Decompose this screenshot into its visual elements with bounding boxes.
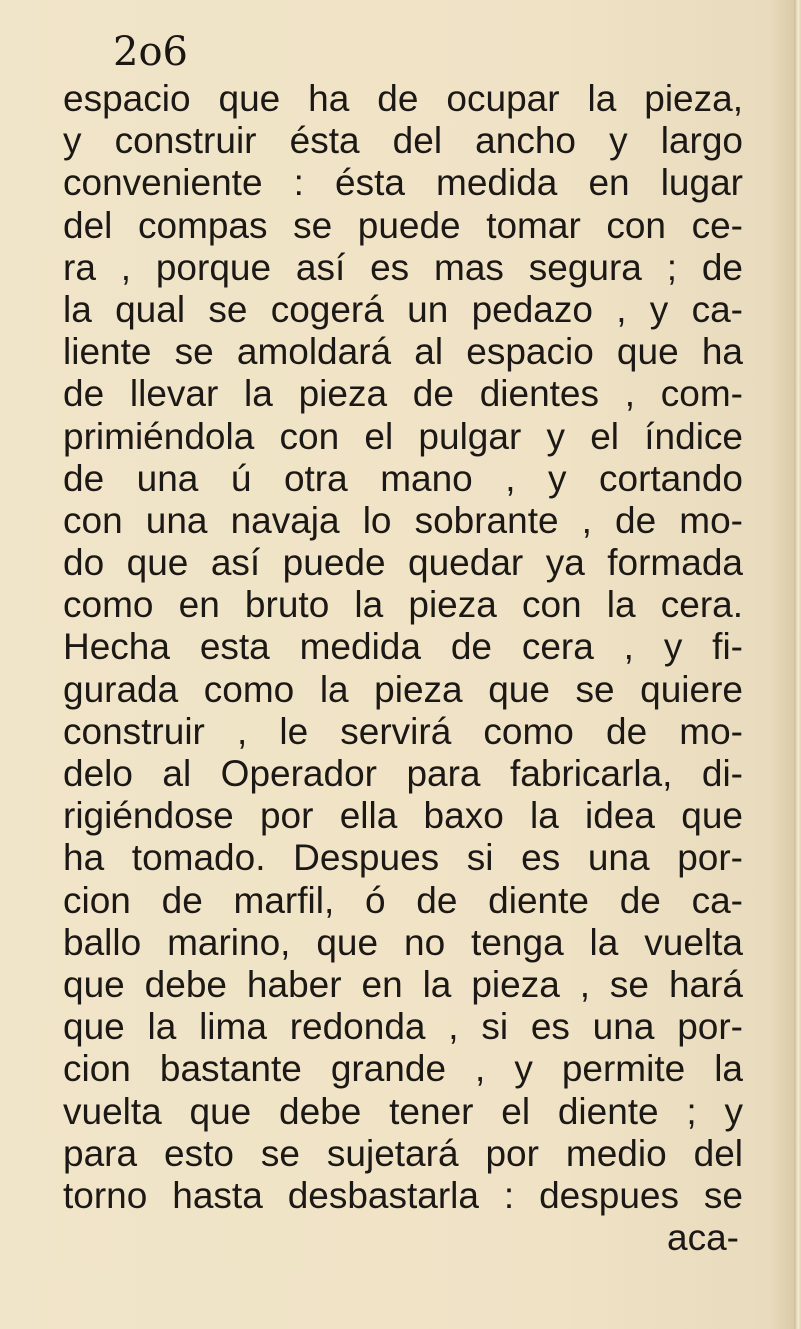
- text-line: liente se amoldará al espacio que ha: [63, 331, 743, 373]
- text-line: do que así puede quedar ya formada: [63, 542, 743, 584]
- text-line: Hecha esta medida de cera , y fi-: [63, 626, 743, 668]
- text-line: del compas se puede tomar con ce-: [63, 204, 743, 246]
- text-line: construir , le servirá como de mo-: [63, 710, 743, 752]
- page-number: 2o6: [113, 29, 188, 75]
- text-line: que debe haber en la pieza , se hará: [63, 963, 743, 1005]
- text-line: la qual se cogerá un pedazo , y ca-: [63, 288, 743, 330]
- body-text: [63, 78, 743, 1259]
- text-line: y construir ésta del ancho y largo: [63, 120, 743, 162]
- text-line: ra , porque así es mas segura ; de: [63, 246, 743, 288]
- text-line: ha tomado. Despues si es una por-: [63, 837, 743, 879]
- text-line: con una navaja lo sobrante , de mo-: [63, 499, 743, 541]
- text-line: espacio que ha de ocupar la pieza,: [63, 78, 743, 119]
- text-line: vuelta que debe tener el diente ; y: [63, 1090, 743, 1132]
- page-edge: [794, 0, 801, 1329]
- text-line: cion bastante grande , y permite la: [63, 1048, 743, 1090]
- text-line: como en bruto la pieza con la cera.: [63, 584, 743, 626]
- text-line: para esto se sujetará por medio del: [63, 1132, 743, 1174]
- text-line: gurada como la pieza que se quiere: [63, 668, 743, 710]
- text-line: cion de marfil, ó de diente de ca-: [63, 879, 743, 921]
- text-line: ballo marino, que no tenga la vuelta: [63, 921, 743, 963]
- text-line: rigiéndose por ella baxo la idea que: [63, 795, 743, 837]
- catchword: aca-: [667, 1217, 739, 1259]
- text-line: conveniente : ésta medida en lugar: [63, 162, 743, 204]
- text-line: primiéndola con el pulgar y el índice: [63, 415, 743, 457]
- text-line: que la lima redonda , si es una por-: [63, 1006, 743, 1048]
- text-line: delo al Operador para fabricarla, di-: [63, 753, 743, 794]
- text-line: de llevar la pieza de dientes , com-: [63, 373, 743, 415]
- text-line: de una ú otra mano , y cortando: [63, 457, 743, 499]
- text-line: torno hasta desbastarla : despues se: [63, 1174, 743, 1216]
